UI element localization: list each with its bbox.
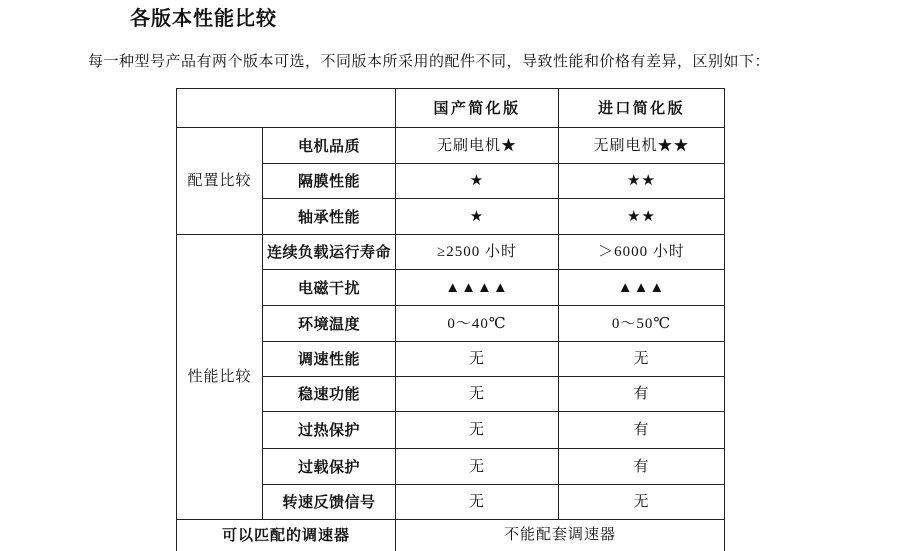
item-label: 转速反馈信号 [263,485,396,520]
intro-paragraph: 每一种型号产品有两个版本可选，不同版本所采用的配件不同，导致性能和价格有差异，区别如下： [88,54,771,70]
item-label: 过热保护 [263,412,396,449]
imported-value: 无刷电机★★ [559,128,725,164]
item-label: 稳速功能 [263,377,396,412]
table-row [177,128,725,164]
item-label: 电机品质 [263,128,396,164]
domestic-value: 无 [396,485,559,520]
imported-value: 有 [559,412,725,449]
header-version-imported: 进口简化版 [559,89,725,128]
item-label: 环境温度 [263,306,396,342]
version-comparison-table [176,88,725,551]
compatible-controller-value: 不能配套调速器 [396,520,725,551]
table-row [177,235,725,270]
compatible-controller-label: 可以匹配的调速器 [177,520,396,551]
imported-value: ★★ [559,199,725,235]
domestic-value: ★ [396,164,559,199]
domestic-value: 0～40℃ [396,306,559,342]
imported-value: ＞6000 小时 [559,235,725,270]
item-label: 调速性能 [263,342,396,377]
page-title: 各版本性能比较 [130,6,277,30]
table-footer-row [177,520,725,551]
domestic-value: 无 [396,342,559,377]
domestic-value: 无 [396,412,559,449]
item-label: 连续负载运行寿命 [263,235,396,270]
imported-value: ▲▲▲ [559,270,725,306]
imported-value: 无 [559,342,725,377]
imported-value: 0～50℃ [559,306,725,342]
item-label: 电磁干扰 [263,270,396,306]
group-label-performance: 性能比较 [177,235,263,520]
imported-value: 无 [559,485,725,520]
domestic-value: 无 [396,377,559,412]
domestic-value: 无 [396,449,559,485]
imported-value: ★★ [559,164,725,199]
header-corner-cell [177,89,396,128]
item-label: 过载保护 [263,449,396,485]
table-header-row [177,89,725,128]
item-label: 隔膜性能 [263,164,396,199]
imported-value: 有 [559,377,725,412]
group-label-configuration: 配置比较 [177,128,263,235]
domestic-value: ≥2500 小时 [396,235,559,270]
domestic-value: 无刷电机★ [396,128,559,164]
imported-value: 有 [559,449,725,485]
domestic-value: ▲▲▲▲ [396,270,559,306]
domestic-value: ★ [396,199,559,235]
header-version-domestic: 国产简化版 [396,89,559,128]
item-label: 轴承性能 [263,199,396,235]
